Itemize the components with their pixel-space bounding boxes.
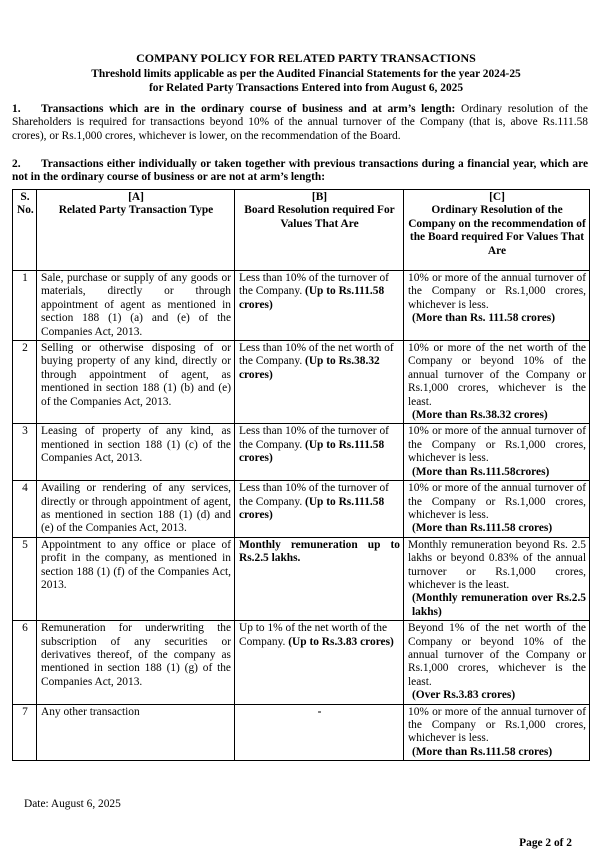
board-limit: Monthly remuneration up to Rs.2.5 lakhs. bbox=[239, 538, 400, 565]
section-1-paragraph bbox=[12, 103, 588, 143]
document-subtitle-line-1: Threshold limits applicable as per the Audited Financial Statements for the year 2024-25 bbox=[91, 68, 521, 80]
row-transaction-type: Selling or otherwise disposing of or buying property of any kind, directly or through appointment of agent, as mentioned in section 188 (1) (b) and (e) of the Companies Act, 2013. bbox=[37, 341, 235, 424]
header-sno: S. No. bbox=[13, 190, 37, 271]
row-ordinary-threshold bbox=[404, 704, 590, 761]
row-sno: 6 bbox=[13, 621, 37, 704]
row-board-threshold bbox=[235, 424, 404, 481]
row-sno: 4 bbox=[13, 481, 37, 538]
board-limit: - bbox=[317, 705, 322, 718]
header-b-label: Board Resolution required For Values That Are bbox=[244, 204, 395, 230]
ordinary-text: 10% or more of the annual turnover of the Company or Rs.1,000 crores, whichever is less. bbox=[408, 705, 586, 745]
document-title: COMPANY POLICY FOR RELATED PARTY TRANSACTIONS bbox=[136, 51, 476, 65]
header-column-c bbox=[404, 190, 590, 271]
row-transaction-type: Appointment to any office or place of profit in the company, as mentioned in section 188 (1) (f) of the Companies Act, 2013. bbox=[37, 537, 235, 620]
ordinary-limit: (More than Rs.111.58crores) bbox=[412, 465, 550, 478]
row-board-threshold bbox=[235, 704, 404, 761]
row-transaction-type: Availing or rendering of any services, directly or through appointment of agent, as mentioned in section 188 (1) (d) and (e) of the Companies Act, 2013. bbox=[37, 481, 235, 538]
ordinary-text: Monthly remuneration beyond Rs. 2.5 lakhs or beyond 0.83% of the annual turnover or Rs.1,000 crores, whichever is the least. bbox=[408, 538, 586, 591]
header-c-label: Ordinary Resolution of the Company on the recommendation of the Board required For Values That Are bbox=[408, 204, 586, 257]
table-row bbox=[13, 271, 590, 341]
page-number: Page 2 of 2 bbox=[519, 837, 572, 849]
row-ordinary-threshold bbox=[404, 424, 590, 481]
row-ordinary-threshold bbox=[404, 341, 590, 424]
ordinary-text: Beyond 1% of the net worth of the Company or beyond 10% of the annual turnover of the Company or Rs.1,000 crores, whichever is the least. bbox=[408, 622, 586, 688]
row-transaction-type: Leasing of property of any kind, as mentioned in section 188 (1) (c) of the Companies Act, 2013. bbox=[37, 424, 235, 481]
board-text: Up to 1% of the net worth of the Company. bbox=[239, 622, 388, 648]
row-transaction-type: Any other transaction bbox=[37, 704, 235, 761]
board-limit: (Up to Rs.3.83 crores) bbox=[288, 635, 394, 648]
header-b-tag: [B] bbox=[311, 191, 328, 203]
table-row bbox=[13, 704, 590, 761]
ordinary-limit: (More than Rs.38.32 crores) bbox=[412, 409, 548, 422]
ordinary-text: 10% or more of the annual turnover of the Company or Rs.1,000 crores, whichever is less. bbox=[408, 482, 586, 521]
row-ordinary-threshold bbox=[404, 621, 590, 704]
ordinary-limit: (More than Rs.111.58 crores) bbox=[412, 745, 553, 758]
table-row bbox=[13, 424, 590, 481]
row-board-threshold bbox=[235, 341, 404, 424]
row-transaction-type: Sale, purchase or supply of any goods or materials, directly or through appointment of agent as mentioned in section 188 (1) (a) and (e) of the Companies Act, 2013. bbox=[37, 271, 235, 341]
ordinary-limit: (More than Rs. 111.58 crores) bbox=[412, 312, 555, 325]
section-1-text: Ordinary resolution of the Shareholders is required for transactions beyond 10% of the annual turnover of the Company (that is, above Rs.111.58 crores), or Rs.1,000 crores, whichever is lower, on the recommendation of the Board. bbox=[12, 103, 588, 142]
row-sno: 7 bbox=[13, 704, 37, 761]
header-c-tag: [C] bbox=[489, 191, 505, 203]
row-transaction-type: Remuneration for underwriting the subscription of any securities or derivatives thereof, of the company as mentioned in section 188 (1) (g) of the Companies Act, 2013. bbox=[37, 621, 235, 704]
board-limit: (Up to Rs.111.58 crores) bbox=[239, 438, 385, 465]
table-row bbox=[13, 481, 590, 538]
row-ordinary-threshold bbox=[404, 481, 590, 538]
row-ordinary-threshold bbox=[404, 537, 590, 620]
ordinary-limit: (Monthly remuneration over Rs.2.5 lakhs) bbox=[412, 592, 586, 618]
header-a-tag: [A] bbox=[128, 191, 144, 203]
ordinary-text: 10% or more of the annual turnover of the Company or Rs.1,000 crores, whichever is less. bbox=[408, 272, 586, 311]
document-subtitle-line-2: for Related Party Transactions Entered into from August 6, 2025 bbox=[148, 82, 464, 94]
board-text: Less than 10% of the turnover of the Company. bbox=[239, 272, 389, 298]
table-row bbox=[13, 341, 590, 424]
row-board-threshold bbox=[235, 271, 404, 341]
board-limit: (Up to Rs.111.58 crores) bbox=[239, 285, 385, 311]
row-sno: 2 bbox=[13, 341, 37, 424]
threshold-table bbox=[12, 189, 590, 761]
row-board-threshold bbox=[235, 537, 404, 620]
header-column-a bbox=[37, 190, 235, 271]
header-a-label: Related Party Transaction Type bbox=[58, 204, 214, 217]
section-1-number: 1. bbox=[12, 103, 21, 115]
row-board-threshold bbox=[235, 481, 404, 538]
board-text: Less than 10% of the net worth of the Company. bbox=[239, 342, 394, 368]
board-limit: (Up to Rs.111.58 crores) bbox=[239, 495, 385, 521]
header-column-b bbox=[235, 190, 404, 271]
section-2-heading: Transactions either individually or taken together with previous transactions during a financial year, which are not in the ordinary course of business or are not at arm’s length: bbox=[12, 158, 588, 184]
row-ordinary-threshold bbox=[404, 271, 590, 341]
table-header-row bbox=[13, 190, 590, 271]
ordinary-text: 10% or more of the annual turnover of the Company or Rs.1,000 crores, whichever is less. bbox=[408, 425, 586, 465]
board-limit: (Up to Rs.38.32 crores) bbox=[239, 355, 380, 381]
ordinary-limit: (More than Rs.111.58 crores) bbox=[412, 522, 553, 535]
table-row bbox=[13, 621, 590, 704]
row-sno: 5 bbox=[13, 537, 37, 620]
row-sno: 3 bbox=[13, 424, 37, 481]
row-sno: 1 bbox=[13, 271, 37, 341]
row-board-threshold bbox=[235, 621, 404, 704]
section-1-heading: Transactions which are in the ordinary course of business and at arm’s length: bbox=[41, 103, 456, 115]
ordinary-text: 10% or more of the net worth of the Company or beyond 10% of the annual turnover of the Company or Rs.1,000 crores, whichever is the least. bbox=[408, 342, 586, 408]
document-date: Date: August 6, 2025 bbox=[24, 798, 121, 810]
section-2-paragraph bbox=[12, 158, 588, 185]
board-text: Less than 10% of the turnover of the Company. bbox=[239, 425, 389, 451]
section-2-number: 2. bbox=[12, 158, 21, 170]
table-row bbox=[13, 537, 590, 620]
ordinary-limit: (Over Rs.3.83 crores) bbox=[412, 689, 516, 702]
board-text: Less than 10% of the turnover of the Company. bbox=[239, 482, 389, 508]
